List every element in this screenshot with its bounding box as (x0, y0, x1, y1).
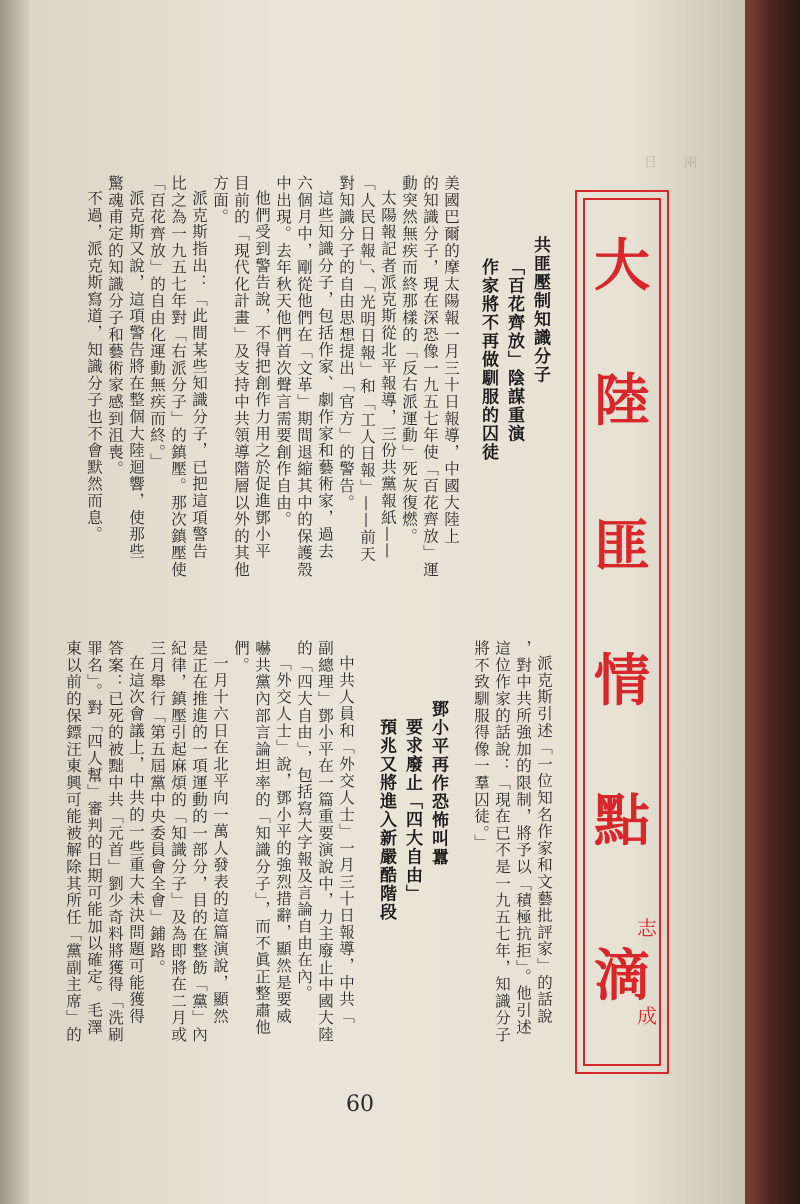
article2-headline-2: 要求廢止「四大自由」 (402, 718, 422, 903)
article1-tail-line: 這位作家的話說：「現在已不是一九五七年，知識分子 (493, 640, 511, 1044)
article1-line: 目前的「現代化計畫」及支持中共領導階層以外的其他 (232, 175, 250, 579)
article1-line: 派克斯指出：「此間某些知識分子，已把這項警告 (190, 190, 208, 560)
article1-line: 「人民日報」、「光明日報」和「工人日報」——前天 (358, 175, 376, 563)
article1-headline-1: 共匪壓制知識分子 (530, 236, 550, 384)
article1-line: 這些知識分子，包括作家、劇作家和藝術家，過去 (316, 190, 334, 560)
article2-line: 中共人員和「外交人士」一月三十日報導，中共「 (337, 655, 355, 1025)
show-through-text: 日 (641, 155, 656, 168)
article2-line: 一月十六日在北平向一萬人發表的這篇演說，顯然 (211, 655, 229, 1025)
article1-headline-2: 「百花齊放」陰謀重演 (504, 258, 524, 443)
article2-headline-1: 鄧小平再作恐怖叫囂 (428, 700, 448, 867)
article2-line: 在這次會議上，中共的一些重大未決問題可能獲得 (127, 655, 145, 1025)
article1-tail-line: 將不致馴服得像一羣囚徒。」 (472, 640, 490, 851)
article2-line: 東以前的保鏢汪東興可能被解除其所任「黨副主席」的 (64, 640, 82, 1044)
article1-line: 美國巴爾的摩太陽報一月三十日報導，中國大陸上 (442, 175, 460, 545)
author-name-1: 志 (637, 916, 657, 940)
article2-line: 三月舉行「第五屆黨中央委員會全會」鋪路。 (148, 640, 166, 976)
article1-line: 比之為一九五七年對「右派分子」的鎮壓。那次鎮壓使 (169, 175, 187, 579)
article2-line: 嚇共黨內部言論坦率的「知識分子」，而不眞正整肅他 (253, 640, 271, 1036)
title-char: 大 (594, 234, 650, 299)
article1-line: 的知識分子，現在深恐像一九五七年使「百花齊放」運 (421, 175, 439, 579)
article1-line: 六個月中，剛從他們在「文革」期間退縮其中的保護殼 (295, 175, 313, 579)
article2-line: 們。 (232, 640, 250, 674)
page-gutter (0, 0, 30, 1204)
article1-line: 驚魂甫定的知識分子和藝術家感到沮喪。 (106, 175, 124, 478)
article2-line: 的「四大自由」，包括寫大字報及言論自由在內。 (295, 640, 313, 1002)
article2-line: 是正在推進的一項運動的一部分，目的在整飭「黨」內 (190, 640, 208, 1044)
article2-line: 紀律，鎮壓引起麻煩的「知識分子」及為即將在二月或 (169, 640, 187, 1044)
show-through-text: 兩 (681, 155, 696, 168)
article1-line: 「百花齊放」的自由化運動無疾而終。」 (148, 175, 166, 470)
column-title-box (575, 190, 669, 1074)
article1-tail-line: 派克斯引述「一位知名作家和文藝批評家」的話說 (535, 655, 553, 1025)
article2-line: 答案：已死的被黜中共「元首」劉少奇料將獲得「洗刷 (106, 640, 124, 1044)
article1-line: 他們受到警告說，不得把創作力用之於促進鄧小平 (253, 190, 271, 560)
article2-headline-3: 預兆又將進入新嚴酷階段 (376, 718, 396, 922)
article1-tail-line: ，對中共所強加的限制，將予以「積極抗拒」。他引述 (514, 640, 532, 1036)
title-char: 滴 (594, 944, 650, 1009)
article1-line: 方面。 (211, 175, 229, 226)
article1-headline-3: 作家將不再做馴服的囚徒 (478, 258, 498, 462)
title-char: 陸 (594, 369, 650, 434)
title-char: 點 (594, 789, 650, 854)
article1-line: 對知識分子的自由思想提出「官方」的警告。 (337, 175, 355, 511)
article1-line: 派克斯又說，這項警告將在整個大陸迴響，使那些 (127, 190, 145, 560)
article2-line: 罪名」。對「四人幫」審判的日期可能加以確定。毛澤 (85, 640, 103, 1036)
article1-line: 動突然無疾而終那樣的「反右派運動」死灰復燃。 (400, 175, 418, 545)
article1-line: 不過，派克斯寫道，知識分子也不會默然而息。 (85, 190, 103, 543)
title-char: 情 (594, 649, 650, 714)
article1-line: 太陽報記者派克斯從北平報導，三份共黨報紙—— (379, 190, 397, 560)
article2-line: 「外交人士」說，鄧小平的強烈措辭，顯然是要威 (274, 655, 292, 1025)
author-name-2: 成 (637, 1004, 657, 1028)
page-number: 60 (346, 1092, 374, 1117)
article2-line: 副總理」鄧小平在一篇重要演說中，力主廢止中國大陸 (316, 640, 334, 1044)
title-char: 匪 (594, 514, 650, 579)
article1-line: 中出現。去年秋天他們首次聲言需要創作自由。 (274, 175, 292, 528)
